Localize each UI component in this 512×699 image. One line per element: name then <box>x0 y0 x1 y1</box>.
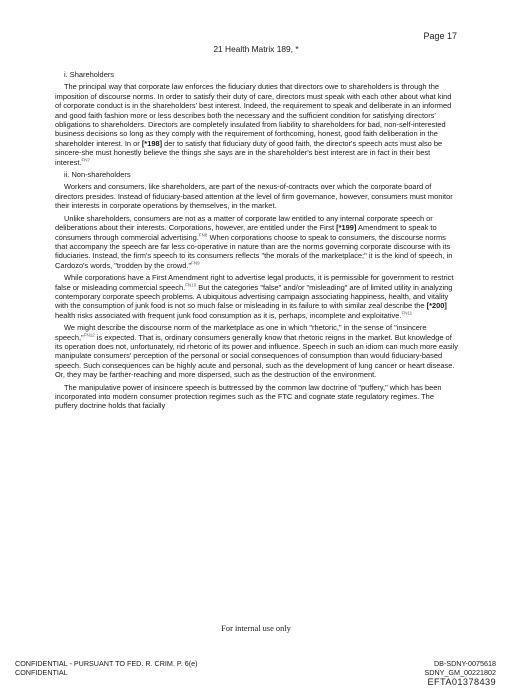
paragraph <box>55 182 458 210</box>
paragraph <box>55 323 458 379</box>
section-heading: i. Shareholders <box>64 70 115 79</box>
footnote-ref: FN12 <box>83 332 95 338</box>
paragraph <box>55 82 458 167</box>
bates-stamp <box>424 659 496 688</box>
star-page-marker: [*200] <box>426 301 447 311</box>
paragraph-text: der to satisfy that fiduciary duty of good faith, the director's speech acts must also be sincere-she must honestly believe the things she says are in the shareholder's best interest are in fact in their best interest. <box>55 138 443 167</box>
document-body <box>55 70 458 414</box>
star-page-marker: [*198] <box>141 138 163 148</box>
paragraph-text: While corporations have a First Amendment right to advertise legal products, it is permissible for government to restrict false or misleading commercial speech. <box>55 273 454 292</box>
footnote-ref: FN9 <box>191 260 200 266</box>
paragraph-text: The manipulative power of insincere speech is buttressed by the common law doctrine of "puffery," which has been incorporated into modern consumer protection regimes such as the FTC and cognate state regulatory regimes. The puffery doctrine holds that facially <box>55 382 442 411</box>
confidentiality-footer <box>15 659 198 677</box>
doc-id-db: DB-SDNY-0075618 <box>433 659 496 668</box>
paragraph <box>55 214 458 270</box>
confidential-line-2: CONFIDENTIAL <box>15 668 68 677</box>
paragraph-text: When corporations choose to speak to consumers, the discourse norms that accompany the speech are far less co-operative in nature than are the norms governing corporate discourse with its fiduciaries. Instead, the firm's speech to its consumers reflects "the morals of the marketplace;" it is the kind of speech, in Cardozo's words, "trodden by the crowd." <box>55 232 453 270</box>
paragraph-text: Unlike shareholders, consumers are not as a matter of corporate law entitled to any internal corporate speech or deliberations about their interests. Corporations, however, are entitled under the First <box>55 213 433 233</box>
paragraph-text: But the categories "false" and/or "misleading" are of limited utility in analyzing contemporary corporate speech problems. A ubiquitous advertising campaign associating happiness, health, and vitality with the consumption of junk food is not so much false or misleading in its failure to with similar zeal describe the <box>55 282 453 311</box>
page-number: Page 17 <box>423 31 457 41</box>
internal-use-notice: For internal use only <box>221 624 291 633</box>
paragraph-text: The principal way that corporate law enforces the fiduciary duties that directors owe to shareholders is through the imposition of discourse norms. In order to satisfy their duty of care, directors must speak with each other about what kind of corporate conduct is in the shareholders' best interest. Indeed, the requirement to speak and deliberate in an informed and good faith fashion more or less describes both the necessary and the sufficient condition for satisfying directors' obligations to shareholders. Directors are completely insulated from liability to shareholders for bad, non-self-interested business decisions so long as they comply with the requirement of forthcoming, honest, good faith deliberation in the shareholder interest. In or <box>55 82 452 148</box>
star-page-marker: [*199] <box>336 223 357 233</box>
paragraph <box>55 273 458 320</box>
paragraph-text: We might describe the discourse norm of the marketplace as one in which "rhetoric," in the sense of "insincere speech," <box>55 323 427 342</box>
doc-id-sdny: SDNY_GM_00221802 <box>424 668 496 677</box>
confidential-line-1: CONFIDENTIAL - PURSUANT TO FED. R. CRIM. P. 6(e) <box>15 659 198 668</box>
paragraph-text: is expected. That is, ordinary consumers generally know that rhetoric reigns in the market. But knowledge of its operation does not, unfortunately, rid rhetoric of its power and influence. Speech in such an idiom can much more easily manipulate consumers' perception of the personal or social consequences of consumption than would fiduciary-based speech. Such consequences can be highly acute and personal, such as the development of lung cancer or heart disease. Or, they may be farther-reaching and more dispersed, such as the destruction of the environment. <box>55 332 458 380</box>
paragraph-text: health risks associated with frequent junk food consumption as it is, perhaps, incomplete and exploitative. <box>55 310 402 320</box>
footnote-ref: FN10 <box>185 282 197 288</box>
paragraph <box>55 383 458 411</box>
footnote-ref: FN11 <box>401 310 413 316</box>
section-heading: ii. Non-shareholders <box>64 170 131 180</box>
footnote-ref: FN7 <box>81 157 90 163</box>
running-citation: 21 Health Matrix 189, * <box>213 44 299 54</box>
footnote-ref: FN8 <box>198 232 208 238</box>
doc-id-efta: EFTA01378439 <box>427 677 496 687</box>
paragraph-text: Workers and consumers, like shareholders, are part of the nexus-of-contracts over which the corporate board of directors presides. Instead of fiduciary-based attention at the level of firm governance, however, consumers must monitor their interests in corporate operations by themselves, in the market. <box>55 182 453 211</box>
paragraph-text: Amendment to speak to consumers through commercial advertising. <box>55 223 437 242</box>
